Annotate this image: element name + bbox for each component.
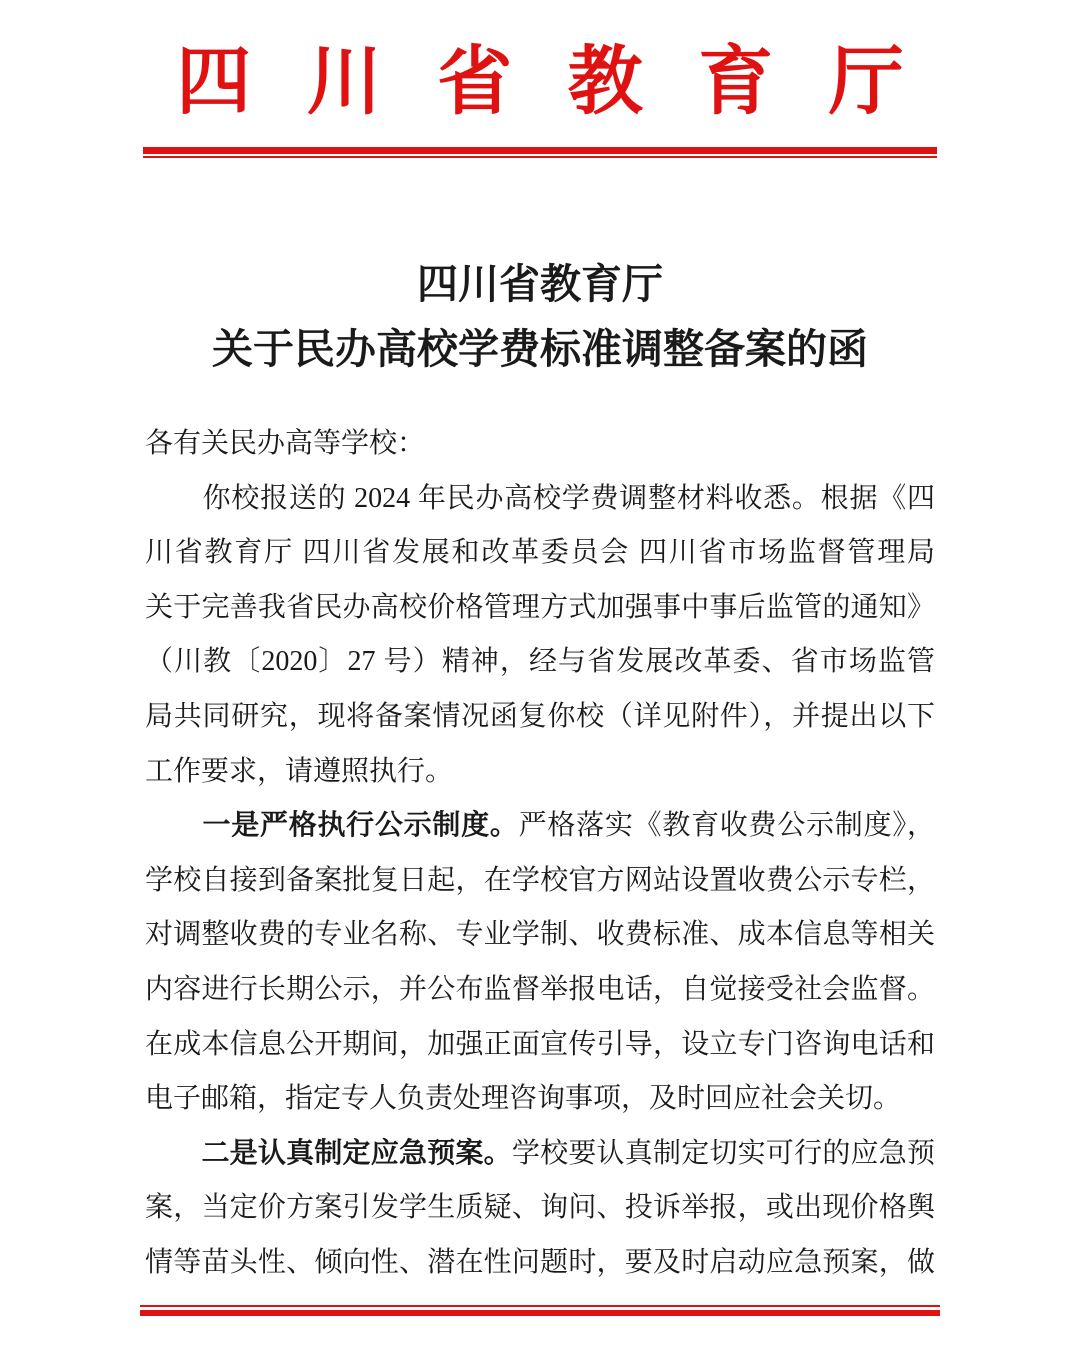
- body-line: [145, 581, 935, 636]
- body-line: [145, 690, 935, 745]
- line-text: （川教〔2020〕27 号）精神，经与省发展改革委、省市场监管: [145, 646, 935, 678]
- body-line: [145, 963, 935, 1018]
- document-title-line-2: 关于民办高校学费标准调整备案的函: [212, 326, 868, 372]
- letterhead-agency-name: 四川省教育厅: [176, 41, 960, 124]
- line-text: 学校自接到备案批复日起，在学校官方网站设置收费公示专栏，: [145, 864, 935, 896]
- body-line: [145, 472, 935, 527]
- line-text: 在成本信息公开期间，加强正面宣传引导，设立专门咨询电话和: [145, 1028, 935, 1060]
- document-title-line-1: 四川省教育厅: [417, 261, 663, 307]
- divider-thick-bar: [140, 1310, 940, 1316]
- document-title: [0, 252, 1080, 382]
- salutation-line: [145, 417, 935, 472]
- line-text: 工作要求，请遵照执行。: [145, 755, 454, 787]
- body-line: [145, 1018, 935, 1073]
- letterhead-divider-rule: [143, 147, 937, 158]
- divider-thick-bar: [143, 147, 937, 154]
- body-line: [145, 745, 935, 800]
- line-text: 情等苗头性、倾向性、潜在性问题时，要及时启动应急预案，做: [145, 1246, 935, 1278]
- body-line: [145, 799, 935, 854]
- body-line: [145, 854, 935, 909]
- line-text: 内容进行长期公示，并公布监督举报电话，自觉接受社会监督。: [145, 973, 935, 1005]
- line-text: 你校报送的 2024 年民办高校学费调整材料收悉。根据《四: [145, 482, 935, 514]
- body-line: [145, 1127, 935, 1182]
- body-line: [145, 635, 935, 690]
- line-text: 电子邮箱，指定专人负责处理咨询事项，及时回应社会关切。: [145, 1083, 902, 1115]
- line-bold-text: 一是严格执行公示制度。: [145, 810, 519, 842]
- body-line: [145, 1236, 935, 1291]
- line-text: 严格落实《教育收费公示制度》，: [518, 810, 935, 842]
- footer-divider-rule: [140, 1305, 940, 1316]
- letter-body: [145, 417, 935, 1291]
- line-text: 关于完善我省民办高校价格管理方式加强事中事后监管的通知》: [145, 591, 935, 623]
- line-text: 学校要认真制定切实可行的应急预: [511, 1137, 935, 1169]
- line-text: 川省教育厅 四川省发展和改革委员会 四川省市场监督管理局: [145, 537, 935, 569]
- line-text: 案，当定价方案引发学生质疑、询问、投诉举报，或出现价格舆: [145, 1192, 935, 1224]
- body-line: [145, 1181, 935, 1236]
- line-text: 对调整收费的专业名称、专业学制、收费标准、成本信息等相关: [145, 919, 935, 951]
- body-line: [145, 1072, 935, 1127]
- body-line: [145, 908, 935, 963]
- line-bold-text: 二是认真制定应急预案。: [145, 1137, 512, 1169]
- line-text: 各有关民办高等学校：: [145, 428, 426, 459]
- body-line: [145, 526, 935, 581]
- line-text: 局共同研究，现将备案情况函复你校（详见附件），并提出以下: [145, 700, 935, 732]
- divider-thin-bar: [143, 156, 937, 158]
